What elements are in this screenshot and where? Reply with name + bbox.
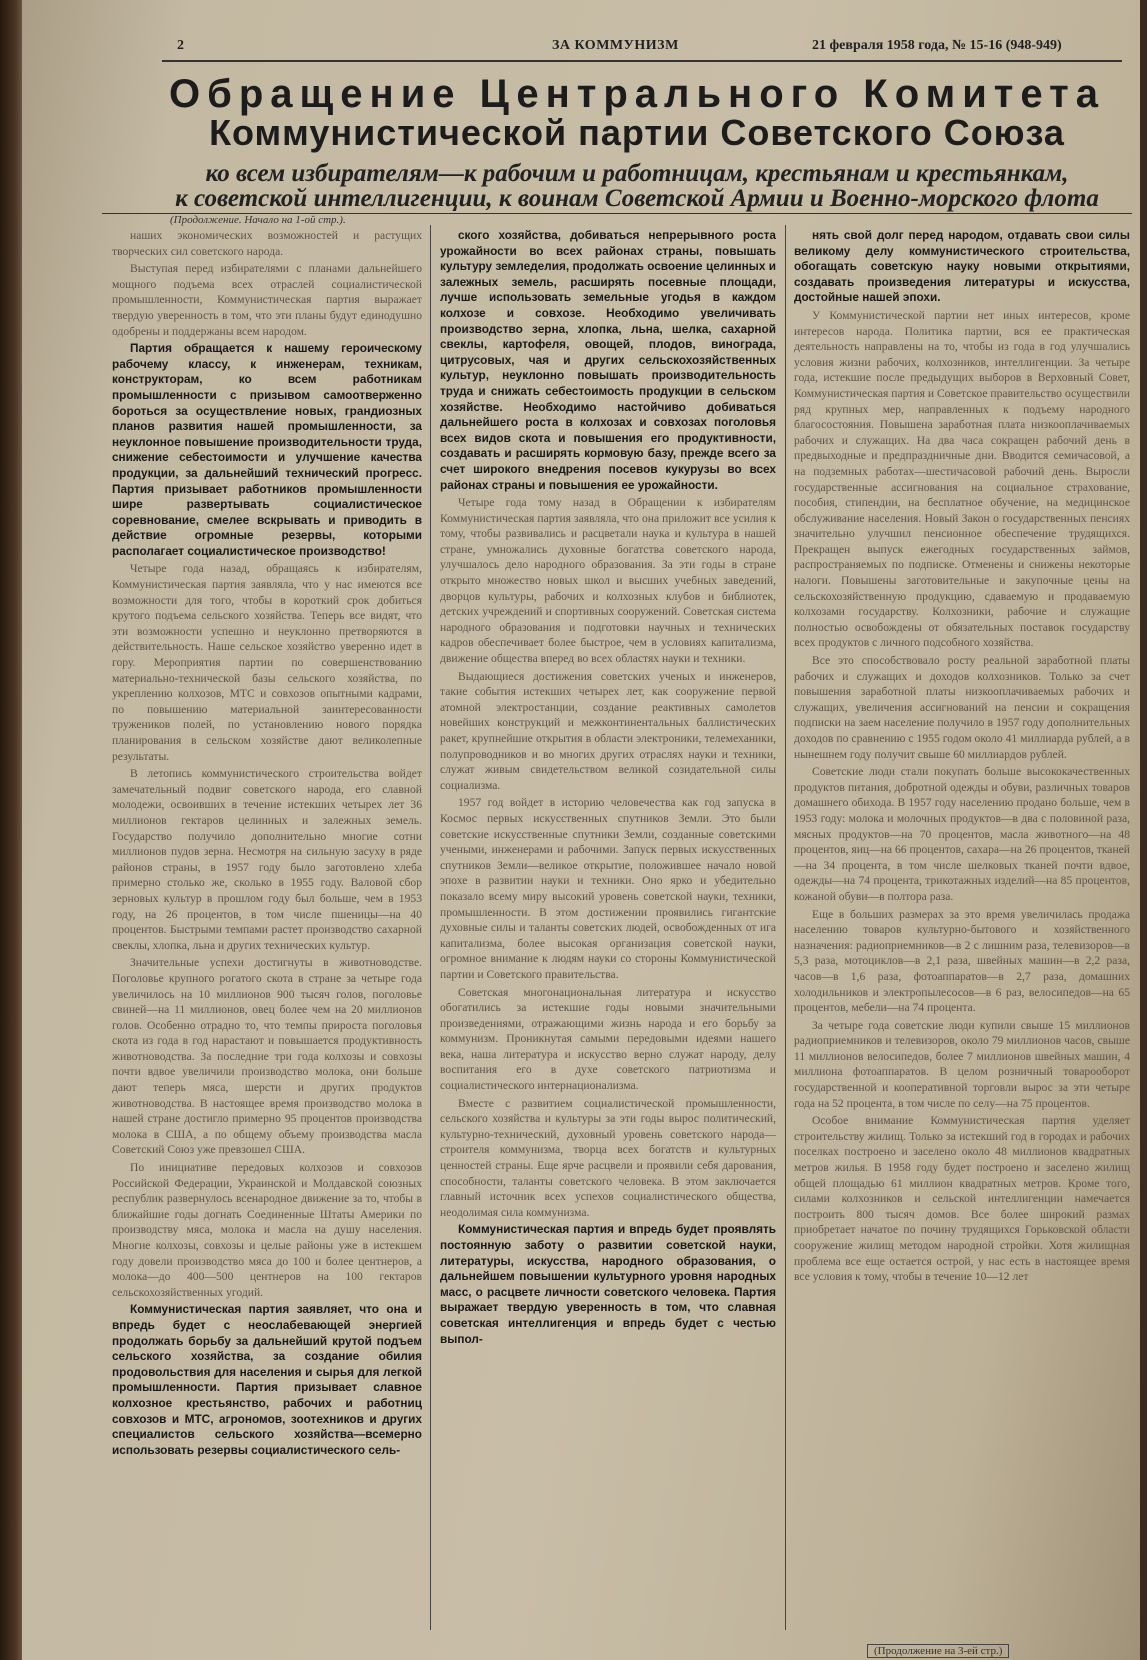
article-paragraph: Выступая перед избирателями с планами дальнейшего мощного подъема всех отраслей социалистической промышленности, Коммунистическая партия выражает твердую уверенность в том, что эти планы будут единодушно одобрены и поддержаны всем народом. xyxy=(112,262,422,338)
article-paragraph: За четыре года советские люди купили свыше 15 миллионов радиоприемников и телевизоров, около 79 миллионов часов, свыше 11 миллионов велосипедов, более 7 миллионов швейных машин, 4 миллиона фотоаппаратов. В целом розничный товарооборот государственной и кооперативной торговли вырос за эти четыре года на 52 процента, в том числе по селу—на 75 процентов. xyxy=(794,1018,1130,1110)
page-number: 2 xyxy=(177,38,184,53)
column-1 xyxy=(112,228,422,1638)
article-paragraph: Советская многонациональная литература и искусство обогатились за истекшие годы новыми значительными произведениями, отражающими жизнь народа и его борьбу за коммунизм. Проникнутая самыми передовыми идеями нашего века, наша литература и искусство верно служат народу, делу воспитания его в духе советского патриотизма и социалистического интернационализма. xyxy=(440,985,776,1093)
column-3 xyxy=(794,228,1130,1638)
article-paragraph: Четыре года тому назад в Обращении к избирателям Коммунистическая партия заявляла, что она приложит все усилия к тому, чтобы развивались и расцветали наука и культура в нашей стране, умножались духовные богатства советского народа, улучшалось дело народного образования. За эти годы в стране открыто множество новых школ и высших учебных заведений, дворцов культуры, рабочих и колхозных клубов и библиотек, детских учреждений и спортивных сооружений. Советская система народного образования и подготовки научных и технических кадров обеспечивает более быстрое, чем в условиях капитализма, движение общества вперед во всех областях науки и техники. xyxy=(440,496,776,666)
article-paragraph: Все это способствовало росту реальной заработной платы рабочих и служащих и доходов колхозников. Только за счет повышения заработной платы низкооплачиваемых рабочих и служащих, увеличения ассигнований на пенсии и сокращения подписки на заем население получило в 1957 году дополнительных доходов по сравнению с 1955 годом около 41 миллиарда рублей, а в нынешнем году получит свыше 60 миллиардов рублей. xyxy=(794,654,1130,761)
article-paragraph: Коммунистическая партия заявляет, что она и впредь будет с неослабевающей энергией продолжать борьбу за дальнейший крутой подъем сельского хозяйства, за создание обилия продовольствия для населения и сырья для легкой промышленности. Партия призывает славное колхозное крестьянство, рабочих и работниц совхозов и МТС, агрономов, зоотехников и других специалистов сельского хозяйства—всемерно использовать резервы социалистического сель- xyxy=(112,1302,422,1457)
article-paragraph: Значительные успехи достигнуты в животноводстве. Поголовье крупного рогатого скота в стране за четыре года увеличилось на 10 миллионов 900 тысяч голов, поголовье свиней—на 11 миллионов, овец более чем на 20 миллионов голов. Особенно отрадно то, что темпы прироста поголовья скота из года в год нарастают и повышается продуктивность животноводства. За последние три года колхозы и совхозы почти вдвое увеличили производство молока, они больше дают теперь мяса, шерсти и других продуктов животноводства. В настоящее время производство молока в нашей стране достигло примерно 95 процентов производства молока в США, а по общему объему производства масла Советский Союз уже превзошел США. xyxy=(112,956,422,1157)
subheadline-line-1: ко всем избирателям—к рабочим и работницам, крестьянам и крестьянкам, xyxy=(205,160,1069,187)
article-paragraph: Коммунистическая партия и впредь будет проявлять постоянную заботу о развитии советской науки, литературы, искусства, народного образования, о дальнейшем повышении культурного уровня народных масс, о расцвете личности советского человека. Партия выражает твердую уверенность в том, что славная советская интеллигенция и впредь будет с честью выпол- xyxy=(440,1222,776,1346)
issue-date: 21 февраля 1958 года, № 15-16 (948-949) xyxy=(812,38,1062,53)
article-paragraph: По инициативе передовых колхозов и совхозов Российской Федерации, Украинской и Молдавской союзных республик развернулось всенародное движение за то, чтобы в ближайшие годы догнать Соединенные Штаты Америки по производству мяса, молока и масла на душу населения. Многие колхозы, совхозы и целые районы уже в истекшем году довели производство мяса до 100 и более центнеров, а молока—до 400—500 центнеров на 100 гектаров сельскохозяйственных угодий. xyxy=(112,1161,422,1299)
article-paragraph: Вместе с развитием социалистической промышленности, сельского хозяйства и культуры за эти годы вырос политический, культурно-технический, духовный уровень советского народа—строителя коммунизма, творца всех богатств и культурных ценностей страны. Еще ярче расцвели и проявили себя дарования, способности, таланты советского человека. В этом заключается главный источник всех успехов социалистического общества, неодолимая сила коммунизма. xyxy=(440,1096,776,1219)
article-paragraph: У Коммунистической партии нет иных интересов, кроме интересов народа. Политика партии, вся ее практическая деятельность направлены на то, чтобы из года в год улучшались условия жизни рабочих, колхозников, интеллигенции. За четыре года, истекшие после предыдущих выборов в Верховный Совет, Коммунистическая партия и Советское правительство осуществили ряд крупных мер, направленных к подъему народного благосостояния. Повышена заработная плата низкооплачиваемых рабочих и служащих. На два часа сокращен рабочий день в предвыходные и предпраздничные дни. Вводится семичасовой, а на подземных работах—шестичасовой рабочий день. Выросли государственные ассигнования на социальное страхование, пособия, стипендии, на бесплатное обучение, на медицинское обслуживание населения. Новый Закон о государственных пенсиях значительно улучшил пенсионное обеспечение трудящихся. Прекращен выпуск ежегодных государственных займов, распространяемых по подписке. Отменены и снижены некоторые налоги. Повышены заготовительные и закупочные цены на сельскохозяйственную продукцию, сдаваемую и продаваемую колхозами государству. Колхозники, рабочие и служащие полностью освобождены от обязательных поставок государству всех продуктов с личного подсобного хозяйства. xyxy=(794,308,1130,650)
column-divider-2 xyxy=(785,225,786,1630)
article-paragraph: 1957 год войдет в историю человечества как год запуска в Космос первых искусственных спутников Земли. Это были советские искусственные спутники Земли, созданные советскими учеными, инженерами и рабочими. Запуск первых искусственных спутников Земли—великое открытие, положившее начало новой эпохе в развитии науки и техники. Оно ярко и убедительно показало всему миру высокий уровень советской науки, техники, промышленности. В этом достижении проявились гигантские духовные силы и таланты советских людей, освобожденных от ига капитализма, более высокая организация советской науки, огромное внимание к людям науки со стороны Коммунистической партии и Советского правительства. xyxy=(440,796,776,981)
article-paragraph: Четыре года назад, обращаясь к избирателям, Коммунистическая партия заявляла, что у нас имеются все возможности для того, чтобы в короткий срок добиться крутого подъема сельского хозяйства. Теперь все видят, что эти возможности успешно и неуклонно претворяются в действительность. Наше сельское хозяйство уверенно идет в гору. Мероприятия партии по совершенствованию материально-технической базы сельского хозяйства, по укреплению колхозов, МТС и совхозов опытными кадрами, по повышению материальной заинтересованности тружеников полей, по установлению нового порядка планирования в сельском хозяйстве дают великолепные результаты. xyxy=(112,562,422,763)
article-paragraph: Советские люди стали покупать больше высококачественных продуктов питания, добротной одежды и обуви, различных товаров домашнего обихода. В 1957 году населению продано больше, чем в 1953 году: молока и молочных продуктов—в два с половиной раза, мясных продуктов—на 70 процентов, масла животного—на 48 процентов, яиц—на 66 процентов, сахара—на 26 процентов, тканей—на 34 процента, в том числе шелковых тканей почти вдвое, одежды—на 74 процента, трикотажных изделий—на 85 процентов, кожаной обуви—в полтора раза. xyxy=(794,765,1130,903)
article-paragraph: В летопись коммунистического строительства войдет замечательный подвиг советского народа, его славной молодежи, освоивших в течение истекших четырех лет 36 миллионов гектаров целинных и залежных земель. Государство получило дополнительно многие сотни миллионов пудов зерна. Несмотря на сильную засуху в ряде районов страны, в 1957 году было заготовлено хлеба примерно столько же, сколько в 1955 году. Валовой сбор зерновых культур в прошлом году был больше, чем в 1953 году, на 26 процентов, в том числе пшеницы—на 40 процентов. Быстрыми темпами растет производство сахарной свеклы, хлопка, льна и других технических культур. xyxy=(112,767,422,952)
headline-line-2: Коммунистической партии Советского Союза xyxy=(209,112,1065,153)
article-paragraph: наших экономических возможностей и растущих творческих сил советского народа. xyxy=(112,229,422,258)
subheadline-line-2: к советской интеллигенции, к воинам Советской Армии и Военно-морского флота xyxy=(175,185,1099,212)
article-paragraph: нять свой долг перед народом, отдавать свои силы великому делу коммунистического строительства, обогащать советскую науку новыми открытиями, создавать произведения литературы и искусства, достойные нашей эпохи. xyxy=(794,228,1130,305)
article-paragraph: Выдающиеся достижения советских ученых и инженеров, такие события истекших четырех лет, как сооружение первой атомной электростанции, создание реактивных самолетов новейших конструкций и межконтинентальных баллистических ракет, крупнейшие открытия в области электроники, телемеханики, полупроводников и во многих других отраслях науки и техники, служат живым свидетельством великой созидательной силы социализма. xyxy=(440,669,776,792)
newspaper-page xyxy=(22,0,1140,1660)
running-header xyxy=(22,38,1140,60)
article-paragraph: Еще в больших размерах за это время увеличилась продажа населению товаров культурно-бытового и хозяйственного назначения: радиоприемников—в 2 с лишним раза, телевизоров—в 5,3 раза, мотоциклов—в 2,1 раза, швейных машин—в 2,2 раза, часов—в 1,6 раза, фотоаппаратов—в 2,7 раза, домашних холодильников и электропылесосов—в 6 раз, велосипедов—на 65 процентов, мебели—на 74 процента. xyxy=(794,907,1130,1015)
headline-line-1: Обращение Центрального Комитета xyxy=(169,72,1105,116)
header-rule xyxy=(162,60,1122,62)
article-paragraph: ского хозяйства, добиваться непрерывного роста урожайности во всех районах страны, повышать культуру земледелия, продолжать освоение целинных и залежных земель, расширять посевные площади, лучше использовать земельные угодья в каждом колхозе и совхозе. Необходимо увеличивать производство зерна, хлопка, льна, шелка, сахарной свеклы, картофеля, овощей, плодов, винограда, цитрусовых, чая и других сельскохозяйственных культур, неуклонно повышать производительность труда и снижать себестоимость продукции в сельском хозяйстве. Необходимо настойчиво добиваться дальнейшего роста в колхозах и совхозах поголовья всех видов скота и повышения его продуктивности, создавать и расширять кормовую базу, прежде всего за счет широкого внедрения посевов кукурузы во всех районах страны и повышения ее урожайности. xyxy=(440,228,776,492)
book-spine xyxy=(0,0,22,1660)
newspaper-name: ЗА КОММУНИЗМ xyxy=(552,38,679,53)
continuation-note: (Продолжение. Начало на 1-ой стр.). xyxy=(170,214,346,226)
column-2 xyxy=(440,228,776,1638)
continued-on-note: (Продолжение на 3-ей стр.) xyxy=(867,1644,1009,1658)
column-divider-1 xyxy=(430,225,431,1630)
article-paragraph: Партия обращается к нашему героическому рабочему классу, к инженерам, техникам, конструкторам, ко всем работникам промышленности с призывом самоотверженно бороться за осуществление новых, грандиозных планов развития нашей промышленности, за неуклонное повышение производительности труда, снижение себестоимости и улучшение качества продукции, за дальнейший технический прогресс. Партия призывает работников промышленности шире развертывать социалистическое соревнование, смелее вскрывать и приводить в действие огромные резервы, которыми располагает социалистическое производство! xyxy=(112,341,422,558)
article-paragraph: Особое внимание Коммунистическая партия уделяет строительству жилищ. Только за истекший год в городах и рабочих поселках построено и заселено около 48 миллионов квадратных метров жилья. В 1958 году будет построено и заселено жилищ общей площадью 61 миллион квадратных метров. Кроме того, силами колхозников и сельской интеллигенции намечается построить 800 тысяч домов. Все более широкий размах приобретает начатое по почину трудящихся Горьковской области сооружение жилищ методом народной стройки. Хотя жилищная проблема все еще остается острой, у нас есть в настоящее время все условия к тому, чтобы в течение 10—12 лет xyxy=(794,1114,1130,1284)
